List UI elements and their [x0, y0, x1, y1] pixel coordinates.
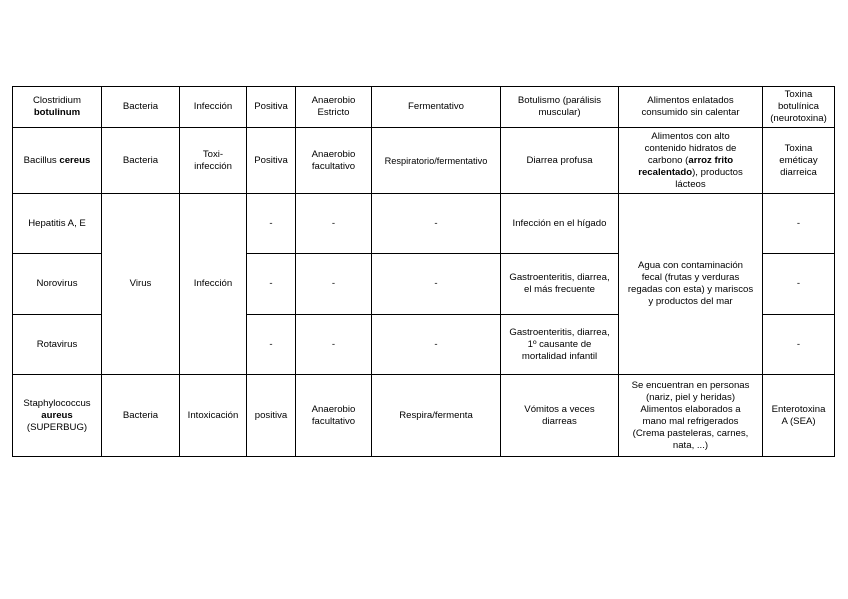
- symptoms-cell: Vómitos a veces diarreas: [501, 375, 619, 457]
- toxin-cell: -: [763, 194, 835, 254]
- gram-cell: Positiva: [247, 128, 296, 194]
- gram-cell: Positiva: [247, 87, 296, 128]
- gram-cell: -: [247, 254, 296, 315]
- disease-cell: Infección: [180, 194, 247, 375]
- type-cell: Bacteria: [102, 375, 180, 457]
- disease-cell: Intoxicación: [180, 375, 247, 457]
- gram-cell: -: [247, 194, 296, 254]
- gram-cell: -: [247, 315, 296, 375]
- symptoms-cell: Gastroenteritis, diarrea, 1º causante de mortalidad infantil: [501, 315, 619, 375]
- type-cell: Bacteria: [102, 128, 180, 194]
- foods-cell: Agua con contaminación fecal (frutas y verduras regadas con esta) y mariscos y productos del mar: [619, 194, 763, 375]
- toxin-cell: -: [763, 315, 835, 375]
- document-page: [12, 86, 835, 457]
- symptoms-cell: Infección en el hígado: [501, 194, 619, 254]
- table-row: [13, 194, 835, 254]
- metabolism-cell: Fermentativo: [372, 87, 501, 128]
- organism-name-cell: Norovirus: [13, 254, 102, 315]
- disease-cell: Toxi- infección: [180, 128, 247, 194]
- organism-name-cell: Rotavirus: [13, 315, 102, 375]
- toxin-cell: Toxina botulínica (neurotoxina): [763, 87, 835, 128]
- organism-name-cell: Hepatitis A, E: [13, 194, 102, 254]
- type-cell: Bacteria: [102, 87, 180, 128]
- microorganism-table: [12, 86, 835, 457]
- table-row: [13, 375, 835, 457]
- metabolism-cell: Respiratorio/fermentativo: [372, 128, 501, 194]
- oxygen-cell: Anaerobio facultativo: [296, 375, 372, 457]
- type-cell: Virus: [102, 194, 180, 375]
- toxin-cell: -: [763, 254, 835, 315]
- metabolism-cell: Respira/fermenta: [372, 375, 501, 457]
- table-row: [13, 87, 835, 128]
- organism-name-cell: Staphylococcus aureus (SUPERBUG): [13, 375, 102, 457]
- organism-name-cell: Clostridium botulinum: [13, 87, 102, 128]
- table-row: [13, 128, 835, 194]
- symptoms-cell: Diarrea profusa: [501, 128, 619, 194]
- symptoms-cell: Botulismo (parálisis muscular): [501, 87, 619, 128]
- oxygen-cell: Anaerobio facultativo: [296, 128, 372, 194]
- oxygen-cell: Anaerobio Estricto: [296, 87, 372, 128]
- foods-cell: Alimentos con alto contenido hidratos de carbono (arroz frito recalentado), productos lácteos: [619, 128, 763, 194]
- oxygen-cell: -: [296, 315, 372, 375]
- oxygen-cell: -: [296, 254, 372, 315]
- foods-cell: Se encuentran en personas (nariz, piel y heridas) Alimentos elaborados a mano mal refrigerados (Crema pasteleras, carnes, nata, ...): [619, 375, 763, 457]
- symptoms-cell: Gastroenteritis, diarrea, el más frecuente: [501, 254, 619, 315]
- toxin-cell: Toxina eméticay diarreica: [763, 128, 835, 194]
- metabolism-cell: -: [372, 194, 501, 254]
- foods-cell: Alimentos enlatados consumido sin calentar: [619, 87, 763, 128]
- toxin-cell: Enterotoxina A (SEA): [763, 375, 835, 457]
- organism-name-cell: Bacillus cereus: [13, 128, 102, 194]
- metabolism-cell: -: [372, 315, 501, 375]
- gram-cell: positiva: [247, 375, 296, 457]
- metabolism-cell: -: [372, 254, 501, 315]
- disease-cell: Infección: [180, 87, 247, 128]
- oxygen-cell: -: [296, 194, 372, 254]
